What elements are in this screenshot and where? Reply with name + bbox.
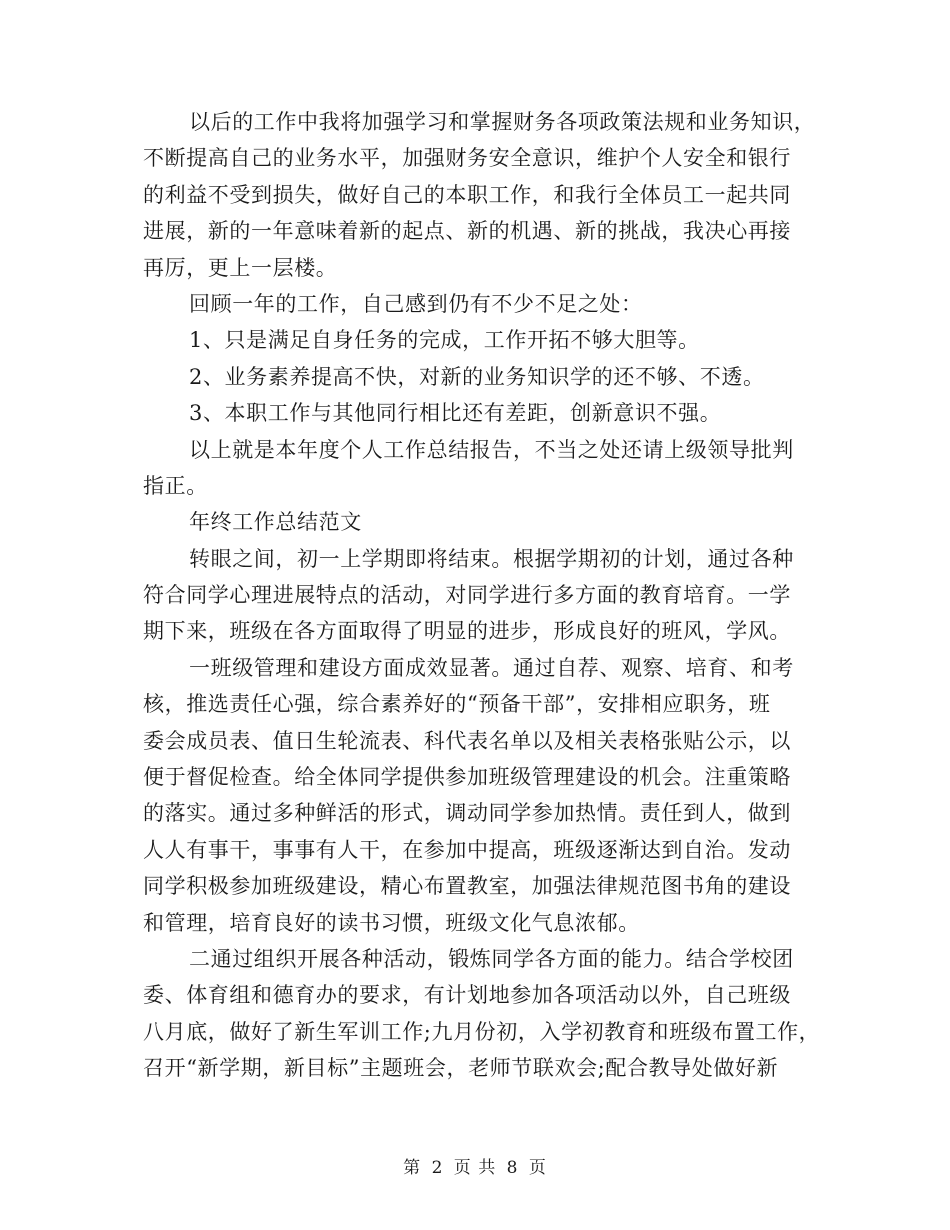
text-line: 不断提高自己的业务水平，加强财务安全意识，维护个人安全和银行: [143, 146, 791, 171]
text-line: 人人有事干，事事有人干，在参加中提高，班级逐渐达到自治。发动: [143, 837, 791, 862]
document-body: [143, 104, 823, 1087]
text-line: 二通过组织开展各种活动，锻炼同学各方面的能力。结合学校团: [189, 946, 794, 971]
text-line: 便于督促检查。给全体同学提供参加班级管理建设的机会。注重策略: [143, 765, 791, 790]
text-line: 的落实。通过多种鲜活的形式，调动同学参加热情。责任到人，做到: [143, 801, 791, 826]
text-line: 一班级管理和建设方面成效显著。通过自荐、观察、培育、和考: [189, 655, 794, 680]
text-line: 进展，新的一年意味着新的起点、新的机遇、新的挑战，我决心再接: [143, 219, 791, 244]
text-line: 核，推选责任心强，综合素养好的“预备干部”，安排相应职务，班: [143, 692, 771, 717]
text-line: 以上就是本年度个人工作总结报告，不当之处还请上级领导批判: [189, 437, 794, 462]
text-line: 3、本职工作与其他同行相比还有差距，创新意识不强。: [189, 401, 722, 426]
page-footer: [0, 1153, 950, 1178]
text-line: 转眼之间，初一上学期即将结束。根据学期初的计划，通过各种: [189, 546, 794, 571]
footer-suffix: 页: [528, 1158, 547, 1178]
text-line: 年终工作总结范文: [189, 510, 362, 535]
text-line: 以后的工作中我将加强学习和掌握财务各项政策法规和业务知识，: [189, 110, 816, 134]
text-line: 再厉，更上一层楼。: [143, 255, 338, 280]
footer-middle: 页 共: [453, 1158, 497, 1178]
text-line: 委会成员表、值日生轮流表、科代表名单以及相关表格张贴公示，以: [143, 728, 791, 753]
text-line: 召开“新学期，新目标”主题班会，老师节联欢会;配合教导处做好新: [143, 1056, 779, 1081]
text-line: 和管理，培育良好的读书习惯，班级文化气息浓郁。: [143, 910, 640, 935]
footer-prefix: 第: [403, 1158, 422, 1178]
text-line: 同学积极参加班级建设，精心布置教室，加强法律规范图书角的建设: [143, 874, 791, 899]
text-line: 符合同学心理进展特点的活动，对同学进行多方面的教育培育。一学: [143, 583, 791, 608]
text-line: 委、体育组和德育办的要求，有计划地参加各项活动以外，自己班级: [143, 983, 791, 1008]
footer-total-pages: 8: [506, 1158, 519, 1178]
text-line: 回顾一年的工作，自己感到仍有不少不足之处：: [189, 291, 643, 316]
text-line: 指正。: [143, 473, 208, 498]
text-line: 的利益不受到损失，做好自己的本职工作，和我行全体员工一起共同: [143, 182, 791, 207]
text-line: 八月底，做好了新生军训工作;九月份初，入学初教育和班级布置工作，: [143, 1019, 821, 1044]
text-line: 期下来，班级在各方面取得了明显的进步，形成良好的班风，学风。: [143, 619, 791, 644]
footer-current-page: 2: [431, 1158, 444, 1178]
text-line: 1、只是满足自身任务的完成，工作开拓不够大胆等。: [189, 328, 700, 353]
text-line: 2、业务素养提高不快，对新的业务知识学的还不够、不透。: [189, 364, 765, 389]
